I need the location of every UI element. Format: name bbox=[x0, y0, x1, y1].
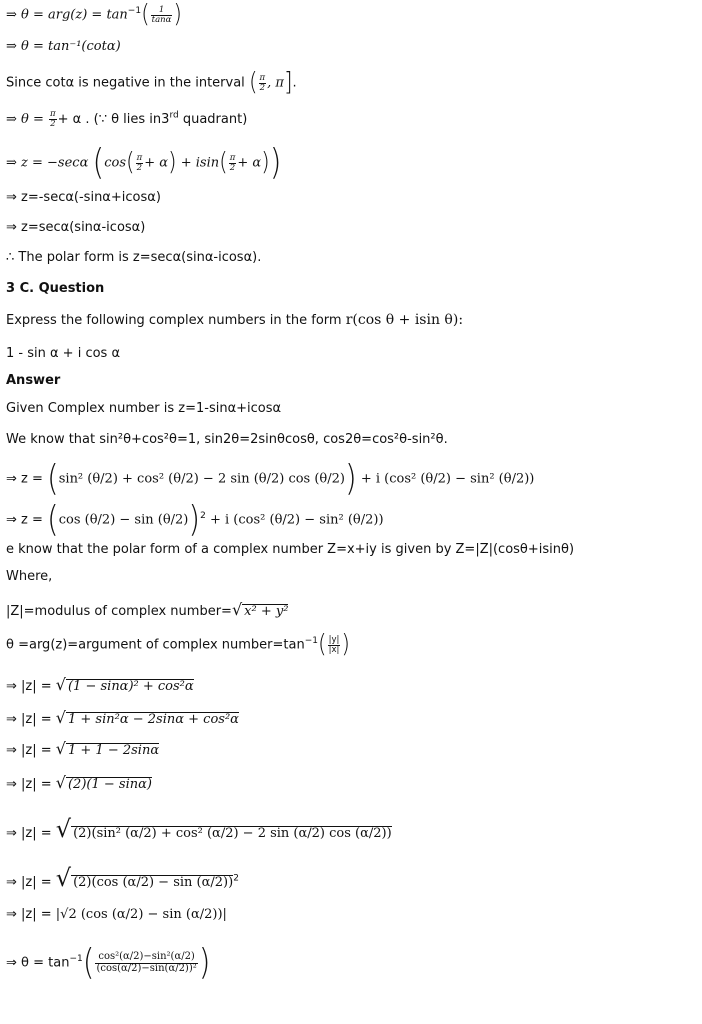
eq-z-sec: ⇒ z = −secα (cos( $\frac{\pi}{2}$ + α) + isin( $\frac{\pi}{2}$ + α)) bbox=[6, 141, 282, 184]
radicand: 1 + 1 − 2sinα bbox=[67, 743, 160, 758]
eq-mod-6: ⇒ |z| = √ (2)(cos (α/2) − sin (α/2))$^2$ bbox=[6, 864, 239, 892]
eq-prefix: ⇒ |z| = bbox=[6, 679, 52, 694]
question-expression: 1 - sin α + i cos α bbox=[6, 346, 121, 361]
modulus-definition: |Z|=modulus of complex number=√ x² + y² bbox=[6, 600, 289, 619]
argument-definition: θ =arg(z)=argument of complex $number=\tan^{-1}$( $\frac{|y|}{|x|}$ ) bbox=[6, 630, 350, 659]
answer-given: Given Complex number is z=1-sinα+icosα bbox=[6, 401, 282, 416]
eq-sup: −1 bbox=[127, 6, 142, 17]
eq-prefix: ⇒ |z| = bbox=[6, 712, 52, 727]
radicand: (2)(sin² (α/2) + cos² (α/2) − 2 sin (α/2) cos (α/2)) bbox=[73, 826, 392, 841]
eq-text: ⇒ θ = bbox=[6, 111, 44, 127]
where-label: Where, bbox=[6, 569, 53, 584]
eq-mod-5: ⇒ |z| = √ (2)(sin² (α/2) + cos² (α/2) − 2 sin (α/2) cos (α/2)) bbox=[6, 815, 392, 843]
numerator: 1 bbox=[151, 6, 173, 16]
eq-sup: 2 bbox=[233, 873, 239, 884]
eq-body: sin² (θ/2) + cos² (θ/2) − 2 sin (θ/2) cos (θ/2) bbox=[58, 471, 345, 487]
denominator: tanα bbox=[151, 14, 172, 25]
eq-tail: + α . (∵ θ lies in3 bbox=[57, 111, 170, 127]
numerator: |y| bbox=[328, 634, 340, 645]
question-sentence: Express the following complex numbers in the form bbox=[6, 313, 342, 328]
radicand: 1 + sin²α − 2sinα + cos²α bbox=[67, 712, 239, 727]
numerator: π bbox=[136, 152, 143, 163]
eq-prefix: ⇒ |z| = bbox=[6, 777, 52, 792]
fraction bbox=[151, 6, 173, 25]
eq-mid: + α bbox=[144, 155, 168, 171]
eq-tail: + i (cos² (θ/2) − sin² (θ/2)) bbox=[209, 512, 384, 528]
eq-mod-7 bbox=[6, 908, 227, 921]
fraction bbox=[328, 636, 341, 655]
interval-sentence: Since cotα is negative in the interval ( $\frac{\pi}{2}$ , π]. bbox=[6, 68, 297, 97]
eq-theta-quadrant bbox=[6, 110, 247, 129]
eq-z-sec-simplified: ⇒ z=secα(sinα-icosα) bbox=[6, 220, 146, 235]
eq-mod-3: ⇒ |z| = √ 1 + 1 − 2sinα bbox=[6, 739, 160, 758]
eq-tail: + i (cos² (θ/2) − sin² (θ/2)) bbox=[360, 471, 535, 487]
answer-heading: Answer bbox=[6, 373, 61, 388]
def-text: θ =arg(z)=argument of complex number=tan bbox=[6, 637, 305, 653]
eq-prefix: ⇒ |z| = bbox=[6, 826, 52, 841]
eq-prefix: ⇒ z = bbox=[6, 512, 43, 528]
interval-tail: , π bbox=[267, 75, 284, 91]
fraction bbox=[259, 74, 267, 93]
denominator: 2 bbox=[136, 162, 143, 173]
eq-mod-1: ⇒ |z| = √ (1 − sinα)² + cos²α bbox=[6, 675, 194, 694]
numerator: π bbox=[259, 72, 266, 83]
radicand: x² + y² bbox=[244, 604, 289, 619]
denominator: 2 bbox=[259, 82, 266, 93]
def-text: |Z|=modulus of complex number= bbox=[6, 604, 232, 619]
radicand: (2)(1 − sinα) bbox=[67, 777, 152, 792]
eq-body: |√2 (cos (α/2) − sin (α/2))| bbox=[55, 907, 227, 922]
eq-theta-final: ⇒ $\theta = \tan^{-1}$( $\frac{\text{cos²(α/2)−sin²(α/2)}}{\text{(cos(α/2)−sin(α/2))²}}$ ) bbox=[6, 941, 211, 984]
polar-form-conclusion: ∴ The polar form is z=secα(sinα-icosα). bbox=[6, 250, 262, 265]
eq-theta-tan-cot: ⇒ θ = tan⁻¹(cotα) bbox=[6, 39, 121, 54]
denominator: (cos(α/2)−sin(α/2))² bbox=[96, 962, 197, 974]
eq-prefix: ⇒ z = bbox=[6, 471, 43, 487]
eq-body: cos (θ/2) − sin (θ/2) bbox=[58, 512, 189, 528]
eq-sup: 2 bbox=[200, 511, 206, 522]
eq-sup: rd bbox=[169, 110, 179, 121]
denominator: 2 bbox=[50, 118, 56, 129]
fraction bbox=[49, 110, 57, 129]
sentence-text: Since cotα is negative in the interval bbox=[6, 75, 245, 91]
eq-mod-2: ⇒ |z| = √ 1 + sin²α − 2sinα + cos²α bbox=[6, 708, 239, 727]
def-sup: −1 bbox=[304, 636, 318, 647]
numerator: π bbox=[229, 152, 236, 163]
eq-cos: cos bbox=[104, 155, 126, 171]
eq-z-expanded: ⇒ z = (sin² (θ/2) + cos² (θ/2) − 2 sin (θ/2) cos (θ/2)) + i (cos² (θ/2) − sin² (θ/2)) bbox=[6, 457, 535, 500]
eq-mid: + α bbox=[237, 155, 262, 171]
eq-sup: −1 bbox=[69, 954, 83, 965]
fraction bbox=[229, 154, 237, 173]
eq-z-neg-sec: ⇒ z=-secα(-sinα+icosα) bbox=[6, 190, 161, 205]
fraction bbox=[95, 952, 197, 974]
denominator: 2 bbox=[229, 162, 236, 173]
eq-prefix: ⇒ |z| = bbox=[6, 875, 52, 890]
polar-form-definition: e know that the polar form of a complex number Z=x+iy is given by Z=|Z|(cosθ+isinθ) bbox=[6, 542, 575, 557]
radicand: (1 − sinα)² + cos²α bbox=[67, 679, 194, 694]
numerator: cos²(α/2)−sin²(α/2) bbox=[95, 952, 197, 964]
eq-isin: + isin bbox=[180, 155, 220, 171]
eq-text: ⇒ z = −secα bbox=[6, 155, 89, 171]
question-text bbox=[6, 313, 463, 327]
answer-identities: We know that sin²θ+cos²θ=1, sin2θ=2sinθcosθ, cos2θ=cos²θ-sin²θ. bbox=[6, 432, 448, 447]
eq-prefix: ⇒ |z| = bbox=[6, 907, 52, 922]
eq-z-squared: ⇒ z = (cos (θ/2) − sin (θ/2))$^2$ + i (cos² (θ/2) − sin² (θ/2)) bbox=[6, 498, 384, 541]
eq-prefix: ⇒ θ = tan bbox=[6, 955, 70, 971]
numerator: π bbox=[50, 109, 56, 119]
denominator: |x| bbox=[328, 644, 340, 655]
question-form: r(cos θ + isin θ): bbox=[345, 312, 464, 328]
question-heading: 3 C. Question bbox=[6, 281, 105, 296]
eq-theta-arg: ⇒ $\theta = arg(z) = \tan^{-1}$( $\frac{1}{\tan\alpha}$ ) bbox=[6, 0, 182, 29]
fraction bbox=[136, 154, 144, 173]
radicand: (2)(cos (α/2) − sin (α/2)) bbox=[73, 875, 234, 890]
eq-mod-4: ⇒ |z| = √ (2)(1 − sinα) bbox=[6, 773, 152, 792]
eq-end: quadrant) bbox=[178, 111, 248, 127]
eq-prefix: ⇒ |z| = bbox=[6, 743, 52, 758]
eq-text: ⇒ θ = arg(z) = tan bbox=[6, 7, 128, 23]
